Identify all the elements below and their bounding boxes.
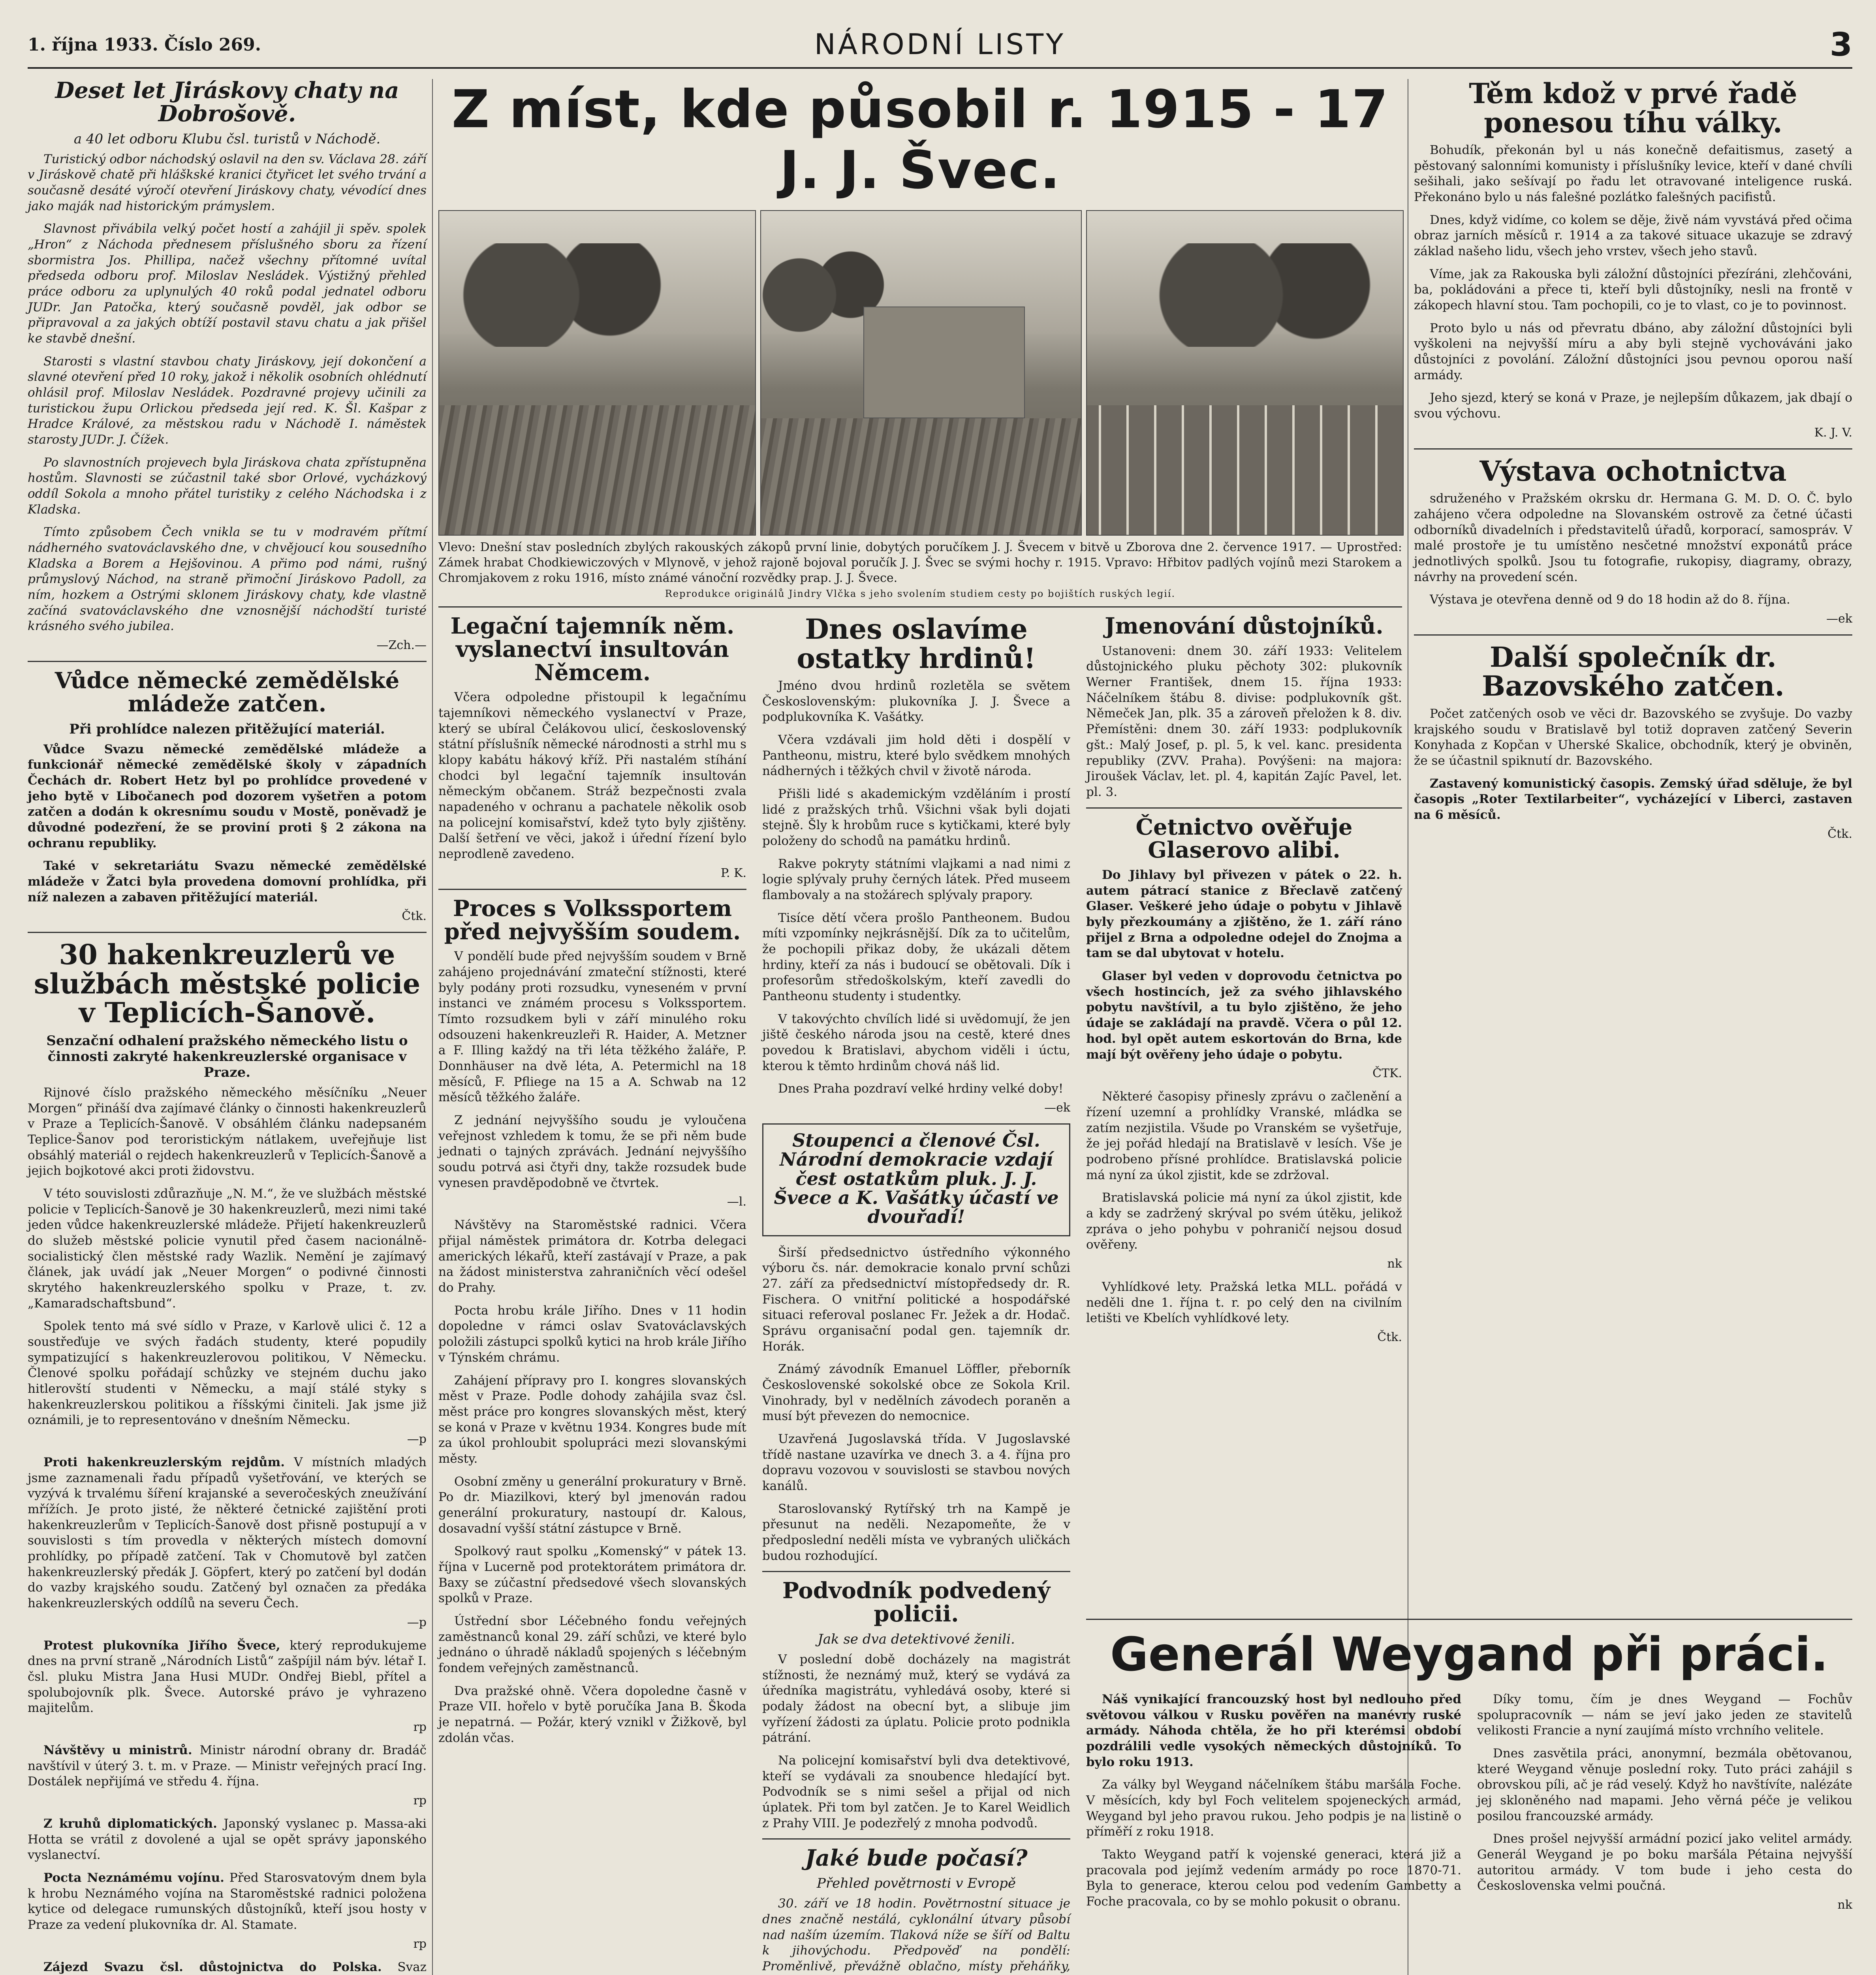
news-item-text: Japonský vyslanec p. Massa-aki Hotta se vrátil z dovolené a ujal se opět správy japonského vyslanectví. bbox=[28, 1817, 427, 1862]
article-paragraph: Dnes, když vidíme, co kolem se děje, živě nám vyvstává před očima obraz jarních měsíců r. 1914 a za takové situace ukazuje se zdravý základ našeho lidu, všech jeho vrstev, všech jeho stavů. bbox=[1414, 213, 1852, 259]
notice-box bbox=[762, 1123, 1070, 1236]
photo-credit: Reprodukce originálů Jindry Vlčka s jeho svolením studiem cesty po bojištích ruských legií. bbox=[665, 588, 1176, 599]
article-paragraph: V takovýchto chvílích lidé si uvědomují, že jen jiště českého národa jsou na cestě, které dnes povedou k Bratislavi, abychom viděli i úctu, kterou k těmto hrdinům chová náš lid. bbox=[762, 1012, 1070, 1073]
article-paragraph: Za války byl Weygand náčelníkem štábu maršála Foche. V měsících, kdy byl Foch velitelem spojeneckých armád, Weygand byl jeho pravou rukou. Jeho podpis je na listině o příměří z roku 1918. bbox=[1086, 1778, 1461, 1839]
issue-date: 1. října 1933. Číslo 269. bbox=[28, 35, 261, 55]
news-item bbox=[28, 1870, 427, 1933]
divider bbox=[1086, 1619, 1852, 1620]
masthead bbox=[28, 24, 1852, 69]
article-paragraph: Do Jihlavy byl přivezen v pátek o 22. h. autem pátrací stanice z Břeclavě zatčený Glaser. Veškeré jeho údaje o pobytu v Jihlavě byly přezkoumány a zjištěno, že 1. září ráno přijel z Brna a odpoledne odejel do Znojma a tam se dal ubytovat v hotelu. bbox=[1086, 868, 1402, 961]
article-signature: —p bbox=[407, 1432, 427, 1446]
subcolumn bbox=[762, 615, 1070, 1975]
article-paragraph: Glaser byl veden v doprovodu četnictva po všech hostincích, jež za svého jihlavského pobytu navštívil, a tu bylo zjištěno, že jeho údaje se zakládají na pravdě. Včera o půl 12. hod. byl opět autem eskortován do Brna, kde mají být ověřeny jeho údaje o pobytu. bbox=[1086, 969, 1402, 1062]
article-signature: K. J. V. bbox=[1814, 425, 1852, 440]
article-title: Podvodník podvedený policii. bbox=[782, 1578, 1051, 1627]
article-paragraph: Dnes prošel nejvyšší armádní pozicí jako velitel armády. Generál Weygand je po boku maršála Pétaina nejvyšší autoritou armády. V tom bude i jeho cesta do Československa velmi poučná. bbox=[1477, 1832, 1852, 1893]
article-paragraph: Včera odpoledne přistoupil k legačnímu tajemníkovi německého vyslanectví v Praze, který se ubíral Čelákovou ulicí, československý státní příslušník německé národnosti a strhl mu s klopy kabátu hákový kříž. Při nastalém stíhání chodci byl legační tajemník insultován německým občanem. Stráž bezpečnosti zvala napadeného v ochranu a pachatele několik osob na policejní komisařství, kdež tyto byly zjištěny. Další šetření ve věci, jakož i úřední řízení bylo neprodleně zavedeno. bbox=[438, 690, 746, 861]
weather-title: Jaké bude počasí? bbox=[805, 1845, 1028, 1872]
article-paragraph: Po slavnostních projevech byla Jiráskova chata zpřístupněna hostům. Slavnosti se zúčastnil také sbor Orlové, vycházkový oddíl Sokola a mnoho přátel turistiky z celého Náchodska i z Kladska. bbox=[28, 455, 427, 517]
article-paragraph: Rakve pokryty státními vlajkami a nad nimi z logie splývaly pruhy černých látek. Před museem flambovaly a na stožárech splývaly prapory. bbox=[762, 856, 1070, 903]
news-item bbox=[28, 1743, 427, 1790]
article-title: Dnes oslavíme ostatky hrdinů! bbox=[797, 613, 1036, 675]
article-paragraph: Turistický odbor náchodský oslavil na den sv. Václava 28. září v Jiráskově chatě při hláškské kranici čtyřicet let svého trvání a současně desáté výročí otevření Jiráskovy chaty, vévodící dnes jako maják nad historickým prámyslem. bbox=[28, 152, 427, 213]
photo-caption: Vlevo: Dnešní stav posledních zbylých rakouských zákopů první linie, dobytých poručíkem J. J. Švecem v bitvě u Zborova dne 2. července 1917. — Uprostřed: Zámek hrabat Chodkiewiczových v Mlynově, v jehož rajoně bojoval poručík J. J. Švec se svými hochy r. 1915. Vpravo: Hřbitov padlých vojínů mezi Starokem a Chromjakovem z roku 1916, místo známé vánoční rozvědky prap. J. J. Švece. bbox=[438, 540, 1402, 585]
weather-text: 30. září ve 18 hodin. Povětrnostní situace je dnes značně nestálá, cyklonální útvary působí nad naším územím. Tlaková níže se šíří od Baltu k jihovýchodu. Předpověď na pondělí: Proměnlivě, převážně oblačno, místy přeháňky, bbox=[762, 1896, 1070, 1973]
divider bbox=[1086, 807, 1402, 809]
article-paragraph: Tisíce dětí včera prošlo Pantheonem. Budou míti vzpomínky nejkrásnější. Dík za to učitelům, že pochopili přikaz doby, že ukázali dětem hrdiny, kteří za nás i budoucí se obětovali. Dík i profesorům středoškolským, kteří zavedli do Pantheonu studenty i studentky. bbox=[762, 910, 1070, 1004]
news-item bbox=[28, 1960, 427, 1975]
article-paragraph: Některé časopisy přinesly zprávu o začlenění a řízení uzemní a prohlídky Vranské, mládka se zatím nezjistila. Všude po Vranském se vyšetřuje, že jej pořád hledají na Bratislavě v lesích. Vše je podrobeno přísné prohlídce. Bratislavská policie má nyní za úkol zjistit, kde se zdržoval. bbox=[1086, 1089, 1402, 1182]
left-column bbox=[28, 79, 427, 1975]
article-signature: —ek bbox=[1044, 1101, 1070, 1115]
news-item: Zastavený komunistický časopis. Zemský úřad sděluje, že byl časopis „Roter Textilarbeiter“, vycházející v Liberci, zastaven na 6 měsíců. bbox=[1414, 776, 1852, 822]
news-item-title: Z kruhů diplomatických. bbox=[43, 1817, 217, 1831]
article-paragraph: Jméno dvou hrdinů rozletěla se světem Československým: plukovníka J. J. Švece a podplukovníka K. Vašátky. bbox=[762, 679, 1070, 724]
subcolumn bbox=[1086, 615, 1402, 1353]
news-item: Spolkový raut spolku „Komenský“ v pátek 13. října v Lucerně pod protektorátem primátora dr. Baxy se zúčastní předsedové všech slovanských spolků v Praze. bbox=[438, 1544, 746, 1606]
article-paragraph: Starosti s vlastní stavbou chaty Jiráskovy, její dokončení a slavné otevření před 10 roky, jakož i několik osobních ohlédnutí ohlásil prof. Miloslav Nesládek. Pozdravné projevy učinili za turistickou župu Orlickou předseda její red. K. Šl. Kašpar z Hradce Králové, za městskou radu v Náchodě I. náměstek starosty JUDr. J. Čížek. bbox=[28, 354, 427, 447]
article-paragraph: Také v sekretariátu Svazu německé zemědělské mládeže v Žatci byla provedena domovní prohlídka, při níž nalezen a zabaven přitěžující materiál. bbox=[28, 859, 427, 905]
article-paragraph: Na policejní komisařství byli dva detektivové, kteří se vydávali za snoubence hledající byt. Podvodník se s nimi sešel a přijal od nich úplatek. Při tom byl zatčen. Je to Karel Weidlich z Prahy VIII. Je podezřelý z mnoha podvodů. bbox=[762, 1753, 1070, 1830]
article-signature: —ek bbox=[1826, 611, 1852, 626]
news-item: Dva pražské ohně. Včera dopoledne časně v Praze VII. hořelo v bytě poručíka Jana B. Škoda je nepatrná. — Požár, který vznikl v Žižkově, byl zdolán včas. bbox=[438, 1683, 746, 1745]
news-item bbox=[28, 1816, 427, 1863]
column-divider bbox=[432, 79, 433, 1975]
right-column bbox=[1414, 79, 1852, 850]
article-paragraph: Ustanoveni: dnem 30. září 1933: Velitelem důstojnického pluku pěchoty 302: plukovník Werner František, dnem 15. října 1933: Náčelníkem štábu 8. divise: podplukovník gšt. Němeček Jan, plk. 35 a zároveň přeložen k 8. div. Přemístěni: dnem 30. září 1933: podplukovník gšt.: Malý Josef, p. pl. 5, k vel. kanc. presidenta republiky (ZVV. Praha). Povýšeni: na majora: Jiroušek Václav, let. pl. 4, kapitán Zajíc Pavel, let. pl. 3. bbox=[1086, 643, 1402, 799]
news-item-text: Ministr národní obrany dr. Bradáč navštívil v úterý 3. t. m. v Praze. — Ministr veřejných prací Ing. Dostálek nepřijímá ve středu 4. října. bbox=[28, 1743, 427, 1789]
divider bbox=[28, 932, 427, 933]
article-paragraph: Včera vzdávali jim hold děti i dospělí v Pantheonu, mistru, které bylo svědkem mnohých nádherných i těžkých chvil v životě národa. bbox=[762, 733, 1070, 779]
news-item-text: Svaz bbox=[397, 1960, 427, 1974]
article-paragraph: Náš vynikající francouzský host byl nedlouho před světovou válkou v Rusku pověřen na manévry ruské armády. Náhoda chtěla, že ho při kterémsi období pozdrálili vedle vysokých německých důstojníků. To bylo roku 1913. bbox=[1086, 1692, 1461, 1769]
article-paragraph: Vůdce Svazu německé zemědělské mládeže a funkcionář německé zemědělské školy v západních Čechách dr. Robert Hetz byl po prohlídce provedené v jeho bytě v Libočanech pod dozorem vyšetřen a potom zatčen a dodán k okresnímu soudu v Mostě, poněvadž je důvodné podezření, že se proviní proti § 2 zákona na ochranu republiky. bbox=[28, 742, 427, 850]
article-title: Legační tajemník něm. vyslanectví insultován Němcem. bbox=[450, 613, 735, 686]
news-item-text: V místních mladých jsme zaznamenali řadu případů vyšetřování, ve kterých se vyzývá k trvalému šíření krajanské a severočeských zneužívání mřížích. Je proto jisté, že některé četnické zajištění proti hakenkreuzlerům v Teplicích-Šanově dost přisně postupují a v souvislosti s tím provedla v některých místech domovní prohlídky, po případě zatčení. Tak v Chomutově byl zatčen hakenkreuzlerský předák J. Göpfert, který po zatčení byl dodán do vazby krajského soudu. Zatčený byl označen za předáka hakenkreuzlerských oddílů na severu Čech. bbox=[28, 1455, 427, 1611]
article-title: Jmenování důstojníků. bbox=[1105, 613, 1384, 639]
news-item-text: Před Starosvatovým dnem byla k hrobu Neznámého vojína na Staroměstské radnici položena kytice od delegace rumunských důstojníků, kteří jsou hosty v Praze za vedení plukovníka dr. Al. Stamate. bbox=[28, 1871, 427, 1932]
news-item-title: Proti hakenkreuzlerským rejdům. bbox=[43, 1455, 285, 1469]
article-signature: nk bbox=[1837, 1898, 1852, 1912]
article-title: Proces s Volkssportem před nejvyšším soudem. bbox=[444, 895, 741, 945]
article-signature: rp bbox=[413, 1937, 427, 1951]
article-paragraph: sdruženého v Pražském okrsku dr. Hermana G. M. D. O. Č. bylo zahájeno včera odpoledne na Slovanském ostrově za četné účasti odborníků divadelních i představitelů úřadů, korporací, samospráv. V malé prostoře je tu umístěno nesčetné množství exponátů práce jednotlivých spolků. Jsou tu fotografie, rukopisy, diagramy, obrazy, návrhy na provedení scén. bbox=[1414, 491, 1852, 584]
weather-subtitle: Přehled povětrnosti v Evropě bbox=[816, 1875, 1016, 1892]
article-paragraph: V této souvislosti zdůrazňuje „N. M.“, že ve službách městské policie v Teplicích-Šanově je 30 hakenkreuzlerů, mezi nimi také jeden vůdce hakenkreuzlerské mládeže. Přijetí hakenkreuzlerů do služeb městské policie vynutil před časem nacionálně-socialistický člen městské rady Wazlik. Nemění je zajímavý článek, jak uvádí jak „Neuer Morgen“ o podivné činnosti skrytého hakenkreuzlerského spolku v Praze, t. zv. „Kamaradschaftsbund“. bbox=[28, 1186, 427, 1311]
article-paragraph: Díky tomu, čím je dnes Weygand — Fochův spolupracovník — nám se jeví jako jeden ze stavitelů velikosti Francie a nyní zaujímá místo vrchního velitele. bbox=[1477, 1692, 1852, 1738]
article-paragraph: Rijnové číslo pražského německého měsíčníku „Neuer Morgen“ přináší dva zajímavé články o činnosti hakenkreuzlerů v Praze a Teplicích-Šanově. V obsáhlém článku nadepsaném Teplice-Šanov pod teroristickým nátlakem, uveřejňuje list obsáhlý materiál o rejdech hakenkreuzlerů v Teplicích-Šanově a jejich bojkotové akci proti židovstvu. bbox=[28, 1085, 427, 1178]
article-paragraph: Počet zatčených osob ve věci dr. Bazovského se zvyšuje. Do vazby krajského soudu v Bratislavě byl totiž dopraven zatčený Severin Konyhada z Kopčan v Uherské Skalice, obchodník, který je obviněn, že se účastnil spiknutí dr. Bazovského. bbox=[1414, 706, 1852, 768]
divider bbox=[28, 661, 427, 662]
article-paragraph: V pondělí bude před nejvyšším soudem v Brně zahájeno projednávání zmateční stížnosti, které byly podány proti rozsudku, vyneseném v první instanci ve známém procesu s Volkssportem. Tímto rozsudkem byli v září minulého roku odsouzeni hakenkreuzleři R. Haider, A. Metzner a F. Illing každý na tři léta těžkého žaláře, P. Donnhäuser na dvě léta, A. Petermichl na 18 měsíců, F. Pfliege na 15 a A. Schwab na 12 měsíců těžkého žaláře. bbox=[438, 949, 746, 1105]
news-item: Uzavřená Jugoslavská třída. V Jugoslavské třídě nastane uzavírka ve dnech 3. a 4. října pro dopravu vozovou v souvislosti se stavbou nových kanálů. bbox=[762, 1432, 1070, 1493]
newspaper-name: NÁRODNÍ LISTY bbox=[814, 28, 1066, 61]
cemetery-photo bbox=[1086, 210, 1404, 536]
page-number: 3 bbox=[1829, 26, 1852, 64]
article-signature: —p bbox=[407, 1615, 427, 1629]
article-signature: Čtk. bbox=[1377, 1330, 1402, 1344]
news-item-title: Pocta Neznámému vojínu. bbox=[43, 1871, 224, 1885]
subcolumn bbox=[438, 615, 746, 1753]
article-paragraph: Dnes zasvětila práci, anonymní, bezmála obětovanou, které Weygand věnuje poslední roky. Tuto práci zahájil s obrovskou píli, ač je rád veselý. Když ho navštívíte, nalézáte jej skloněného nad mapami. Jeho věrná péče je velikou posilou francouzské armády. bbox=[1477, 1746, 1852, 1823]
news-item: Návštěvy na Staroměstské radnici. Včera přijal náměstek primátora dr. Kotrba delegaci amerických lékařů, kteří zastávají v Praze, a pak na žádost ministerstva zahraničních věcí odešel do Prahy. bbox=[438, 1218, 746, 1295]
news-item: Staroslovanský Rytířský trh na Kampě je přesunut na neděli. Nezapomeňte, že v předposlední neděli místa ve vybraných uličkách budou rozhodující. bbox=[762, 1501, 1070, 1563]
news-item: Pocta hrobu krále Jiřího. Dnes v 11 hodin dopoledne v rámci oslav Svatováclavských položili zástupci spolků kytici na hrob krále Jiřího v Týnském chrámu. bbox=[438, 1303, 746, 1365]
article-paragraph: Přišli lidé s akademickým vzděláním i prostí lidé z pražských trhů. Všichni však byli dojati stejně. Šly k hrobům ruce s kytičkami, které byly položeny do schodů na památku hrdinů. bbox=[762, 787, 1070, 848]
news-item: Známý závodník Emanuel Löffler, přeborník Československé sokolské obce ze Sokola Kril. Vinohrady, byl v nedělních závodech poraněn a musí být převezen do nemocnice. bbox=[762, 1362, 1070, 1424]
divider bbox=[1414, 448, 1852, 450]
article-paragraph: Z jednání nejvyššího soudu je vyloučena veřejnost vzhledem k tomu, že se při něm bude jednati o tajných zprávách. Jednání nejvyššího soudu potrvá asi čtyři dny, takže rozsudek bude vynesen pravděpodobně ve čtvrtek. bbox=[438, 1113, 746, 1190]
article-paragraph: Slavnost přivábila velký počet hostí a zahájil ji spěv. spolek „Hron“ z Náchoda přednesem příslušného sboru za řízení sbormistra Jos. Phillipa, načež všechny přítomné uvítal předseda odboru prof. Miloslav Nesládek. Výstižný přehled práce odboru za uplynulých 40 roků podal jednatel odboru JUDr. Jan Patočka, který současně povděl, jak odbor se připravoval a za jakých obtíží postavil stavu chatu a jak přišel ke stavbě dnešní. bbox=[28, 222, 427, 346]
article-paragraph: Spolek tento má své sídlo v Praze, v Karlově ulici č. 12 a soustřeďuje ve svých řadách studenty, které popudily sympatizující s hakenkreuzlerovou politikou, V Německu. Členové spolku pořádají schůzky ve stejném duchu jako hitlerovští studenti v Německu, a mají stálé styky s hakenkreuzlerskou politikou a říšskými činiteli. Jak jsme již oznámili, je to representováno v dnešním Německu. bbox=[28, 1319, 427, 1428]
divider bbox=[762, 1571, 1070, 1572]
news-item-text: který reprodukujeme dnes na první straně „Národních Listů“ zašpíjil nám býv. létař I. čsl. pluku Mistra Jana Husi MUDr. Ondřej Biebl, přítel a spolubojovník plk. Švece. Autorské právo je vyhrazeno majitelům. bbox=[28, 1638, 427, 1715]
divider bbox=[438, 606, 1402, 608]
news-item: Širší předsednictvo ústředního výkonného výboru čs. nár. demokracie konalo první schůzi 27. září za předsednictví místopředsedy dr. R. Fischera. O vnitřní politické a hospodářské situaci referoval poslanec Fr. Ježek a dr. Hodač. Správu organisační podal gen. tajemník dr. Horák. bbox=[762, 1245, 1070, 1354]
news-item-title: Zájezd Svazu čsl. důstojnictva do Polska. bbox=[43, 1960, 382, 1974]
photo-feature-title: Z míst, kde působil r. 1915 - 17 J. J. Švec. bbox=[451, 79, 1389, 201]
photo-strip bbox=[438, 210, 1402, 534]
article-signature: rp bbox=[413, 1720, 427, 1734]
article-title: Četnictvo ověřuje Glaserovo alibi. bbox=[1135, 814, 1353, 863]
weygand-subcolumns bbox=[1086, 1692, 1852, 1975]
article-paragraph: Dnes Praha pozdraví velké hrdiny velké doby! bbox=[778, 1082, 1064, 1096]
article-signature: nk bbox=[1387, 1256, 1402, 1271]
article-paragraph: V poslední době docházely na magistrát stížnosti, že neznámý muž, který se vydává za úředníka magistrátu, vyhledává osoby, které si podaly žádost na obecní byt, a slibuje jim vyřízení žádosti za úplatu. Policie proto podnikla pátrání. bbox=[762, 1652, 1070, 1745]
article-title: 30 hakenkreuzlerů ve službách městské policie v Teplicích-Šanově. bbox=[34, 938, 421, 1029]
article-paragraph: Proto bylo u nás od převratu dbáno, aby záložní důstojníci byli vyškoleni na nejvyšší míru a aby byli stejně vychováváni jako důstojníci z povolání. Záložní důstojníci jsou pevnou oporou naší armády. bbox=[1414, 321, 1852, 382]
article-title: Těm kdož v prvé řadě ponesou tíhu války. bbox=[1469, 77, 1797, 139]
article-signature: ČTK. bbox=[1372, 1066, 1402, 1081]
trench-photo bbox=[438, 210, 756, 536]
article-paragraph: Víme, jak za Rakouska byli záložní důstojníci přezíráni, zlehčováni, ba, pokládováni a přece ti, kteří byli důstojníky, nesli na frontě v zákopech hlavní stou. Tam pochopili, co je to vlast, co je to povinnost. bbox=[1414, 267, 1852, 313]
article-paragraph: Bohudík, překonán byl u nás konečně defaitismus, zasetý a pěstovaný salonními komunisty i příslušníky levice, kteří v dané chvíli sešihali, jako sešívají po řadu let otravované inteligence ruská. Překonáno bylo u nás falešné pozlátko falešných pacifistů. bbox=[1414, 143, 1852, 205]
news-item: Zahájení přípravy pro I. kongres slovanských měst v Praze. Podle dohody zahájila svaz čsl. měst práce pro kongres slovanských měst, který se koná v Praze v květnu 1934. Kongres bude mít za úkol prohloubit spolupráci mezi slovanskými městy. bbox=[438, 1373, 746, 1466]
article-paragraph: Výstava je otevřena denně od 9 do 18 hodin až do 8. října. bbox=[1430, 592, 1790, 607]
divider bbox=[1414, 634, 1852, 636]
article-signature: P. K. bbox=[720, 866, 746, 880]
article-paragraph: Tímto způsobem Čech vnikla se tu v modravém přítmí nádherného svatováclavského dne, v chvějoucí kou sousedního Kladska a Borem a Hejšovinou. A přimo pod námi, rušný průmyslový Náchod, na straně přimoční Jiráskovo Padoll, za ním, hozkem a Ostrými sklonem Jiráskovy chaty, kde vlastně začíná svatováclavského dne vznosnější náchodští turisté krásného svého jubilea. bbox=[28, 525, 427, 634]
article-signature: Čtk. bbox=[1827, 827, 1852, 841]
article-subtitle: Senzační odhalení pražského německého listu o činnosti zakryté hakenkreuzlerské organisace v Praze. bbox=[46, 1033, 408, 1080]
article-paragraph: Takto Weygand patří k vojenské generaci, která již a pracovala pod jejímž vedením armády po roce 1870-71. Byla to generace, kterou celou pod vedením Gambetty a Foche pracovala, co by se mohlo pokusit o obranu. bbox=[1086, 1847, 1461, 1909]
article-signature: —Zch.— bbox=[376, 638, 427, 653]
article-title: Generál Weygand při práci. bbox=[1110, 1627, 1829, 1682]
article-signature: rp bbox=[413, 1794, 427, 1808]
article-subtitle: Při prohlídce nalezen přitěžující materiál. bbox=[69, 721, 385, 737]
chateau-photo bbox=[760, 210, 1082, 536]
article-title: Výstava ochotnictva bbox=[1479, 454, 1787, 487]
divider bbox=[762, 1838, 1070, 1840]
article-subtitle: a 40 let odboru Klubu čsl. turistů v Náchodě. bbox=[73, 131, 381, 147]
news-item: Vyhlídkové lety. Pražská letka MLL. pořádá v neděli dne 1. října t. r. po celý den na civilním letišti ve Kbelích vyhlídkové lety. bbox=[1086, 1279, 1402, 1326]
news-item-title: Návštěvy u ministrů. bbox=[43, 1743, 192, 1758]
article-signature: —l. bbox=[727, 1195, 746, 1209]
news-item bbox=[28, 1455, 427, 1612]
news-item-title: Protest plukovníka Jiřího Švece, bbox=[43, 1638, 280, 1653]
article-paragraph: Bratislavská policie má nyní za úkol zjistit, kde a kdy se zadržený skrýval po svém útěku, jelikož zpráva o jeho pohybu v pohraničí nejsou dosud ověřeny. bbox=[1086, 1191, 1402, 1252]
bottom-right-block bbox=[1086, 1612, 1852, 1975]
news-item: Ústřední sbor Léčebného fondu veřejných zaměstnanců konal 29. září schůzi, ve které bylo jednáno o úhradě nákladů spojených s léčebným fondem veřejných zaměstnanců. bbox=[438, 1614, 746, 1675]
news-item bbox=[28, 1638, 427, 1716]
divider bbox=[438, 889, 746, 890]
article-title: Deset let Jiráskovy chaty na Dobrošově. bbox=[55, 77, 399, 127]
news-item: Osobní změny u generální prokuratury v Brně. Po dr. Miazilkovi, který byl jmenován radou generální prokuratury, nastoupí dr. Kalous, dosavadní vyšší státní zástupce v Brně. bbox=[438, 1474, 746, 1536]
article-title: Další společník dr. Bazovského zatčen. bbox=[1482, 640, 1784, 703]
article-signature: Čtk. bbox=[402, 909, 427, 924]
article-paragraph: Jeho sjezd, který se koná v Praze, je nejlepším důkazem, jak dbají o svou výchovu. bbox=[1414, 391, 1852, 421]
article-title: Vůdce německé zemědělské mládeže zatčen. bbox=[55, 668, 400, 717]
article-subtitle: Jak se dva detektivové ženili. bbox=[818, 1631, 1015, 1647]
notice-title: Stoupenci a členové Čsl. Národní demokracie vzdají čest ostatkům pluk. J. J. Švece a K. Vašátky účastí ve dvouřadí! bbox=[774, 1130, 1059, 1228]
